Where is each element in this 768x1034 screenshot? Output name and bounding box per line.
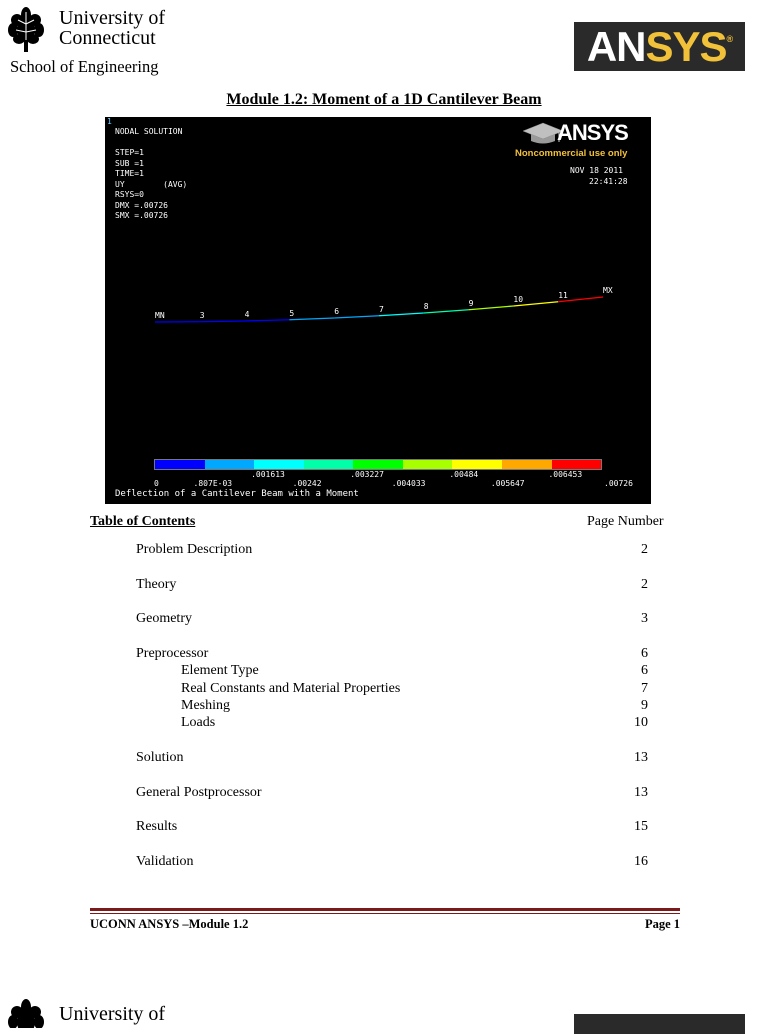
watermark-brand: ANSYS (557, 120, 628, 146)
plot-caption: Deflection of a Cantilever Beam with a Moment (115, 489, 359, 500)
footer-rule-thick (90, 908, 680, 911)
university-line-2: Connecticut (59, 28, 165, 48)
university-name-next-page: University of (59, 1004, 165, 1024)
toc-entry-label: Results (136, 818, 177, 835)
beam-segment (289, 318, 334, 320)
legend-value-bottom: .00726 (604, 479, 633, 488)
toc-entry-label: Real Constants and Material Properties (181, 680, 400, 697)
toc-entry-page: 2 (588, 541, 648, 558)
toc-entry-label: Problem Description (136, 541, 252, 558)
toc-entry-page: 7 (588, 680, 648, 697)
toc-entry-label: Theory (136, 576, 176, 593)
toc-entry-label: Loads (181, 714, 215, 731)
legend-value-bottom: .005647 (491, 479, 525, 488)
legend-color-swatch (502, 460, 552, 469)
toc-page-number-header: Page Number (587, 514, 664, 530)
page-title: Module 1.2: Moment of a 1D Cantilever Beam (0, 91, 768, 109)
solution-info-line: SUB =1 (115, 159, 187, 170)
legend-value-bottom: .00242 (293, 479, 322, 488)
legend-color-swatch (452, 460, 502, 469)
ansys-nodal-solution-plot (105, 117, 651, 504)
ansys-logo-next-page (574, 1014, 745, 1034)
node-label: 9 (469, 299, 474, 308)
legend-value-bottom: .004033 (392, 479, 426, 488)
toc-entry-page: 6 (588, 645, 648, 662)
solution-info-line: STEP=1 (115, 148, 187, 159)
solution-info-line: DMX =.00726 (115, 201, 187, 212)
solution-info-line: RSYS=0 (115, 190, 187, 201)
ansys-logo (574, 22, 745, 71)
legend-value-top: .006453 (548, 470, 582, 479)
toc-entry-page: 10 (588, 714, 648, 731)
node-label: MN (155, 311, 165, 320)
legend-value-bottom: .807E-03 (194, 479, 233, 488)
beam-segment (424, 310, 469, 313)
footer-page-number: Page 1 (580, 917, 680, 932)
toc-entry-page: 2 (588, 576, 648, 593)
node-label: 10 (513, 295, 523, 304)
plot-date: NOV 18 2011 (570, 166, 623, 177)
legend-color-swatch (353, 460, 403, 469)
toc-entry-page: 3 (588, 610, 648, 627)
node-label: 5 (289, 309, 294, 318)
legend-color-swatch (155, 460, 205, 469)
legend-color-swatch (304, 460, 354, 469)
legend-color-swatch (552, 460, 602, 469)
watermark-note: Noncommercial use only (515, 148, 627, 159)
beam-segment (245, 320, 290, 321)
toc-entry-label: Preprocessor (136, 645, 208, 662)
registered-mark-icon: ® (727, 34, 733, 44)
toc-entry-page: 9 (588, 697, 648, 714)
beam-segment (379, 313, 424, 316)
color-legend-bar (154, 459, 602, 470)
toc-entry-page: 13 (588, 784, 648, 801)
toc-heading: Table of Contents (90, 514, 195, 530)
legend-value-bottom: 0 (154, 479, 159, 488)
toc-entry-page: 13 (588, 749, 648, 766)
legend-color-swatch (205, 460, 255, 469)
node-label: 6 (334, 307, 339, 316)
ansys-logo-part-a: AN (587, 23, 646, 71)
university-line-1: University of (59, 8, 165, 28)
node-label: 11 (558, 291, 568, 300)
ansys-logo-part-b: SYS (645, 23, 726, 71)
solution-info-line: SMX =.00726 (115, 211, 187, 222)
toc-entry-label: Geometry (136, 610, 192, 627)
toc-entry-page: 15 (588, 818, 648, 835)
legend-color-swatch (403, 460, 453, 469)
node-label: 4 (245, 310, 250, 319)
solution-info-line: NODAL SOLUTION (115, 127, 187, 138)
uconn-oak-leaf-logo (8, 6, 44, 52)
node-label: MX (603, 286, 613, 295)
school-name: School of Engineering (10, 57, 158, 77)
beam-segment (334, 316, 379, 318)
toc-entry-label: Solution (136, 749, 183, 766)
node-label: 3 (200, 311, 205, 320)
toc-entry-label: General Postprocessor (136, 784, 262, 801)
toc-entry-label: Validation (136, 853, 194, 870)
legend-value-top: .00484 (449, 470, 478, 479)
footer-rule-thin (90, 913, 680, 914)
toc-entry-page: 6 (588, 662, 648, 679)
toc-entry-label: Meshing (181, 697, 230, 714)
beam-segment (200, 321, 245, 322)
legend-color-swatch (254, 460, 304, 469)
beam-segment (469, 306, 514, 310)
toc-entry-page: 16 (588, 853, 648, 870)
window-number: 1 (107, 117, 112, 128)
legend-value-top: .003227 (350, 470, 384, 479)
solution-info-line: TIME=1 (115, 169, 187, 180)
beam-deflection-curve (105, 117, 651, 504)
node-label: 8 (424, 302, 429, 311)
university-name (59, 8, 165, 48)
footer-module-label: UCONN ANSYS –Module 1.2 (90, 917, 248, 932)
legend-value-top: .001613 (251, 470, 285, 479)
plot-time: 22:41:28 (589, 177, 628, 188)
solution-info-line: UY (AVG) (115, 180, 187, 191)
toc-entry-label: Element Type (181, 662, 259, 679)
node-label: 7 (379, 305, 384, 314)
